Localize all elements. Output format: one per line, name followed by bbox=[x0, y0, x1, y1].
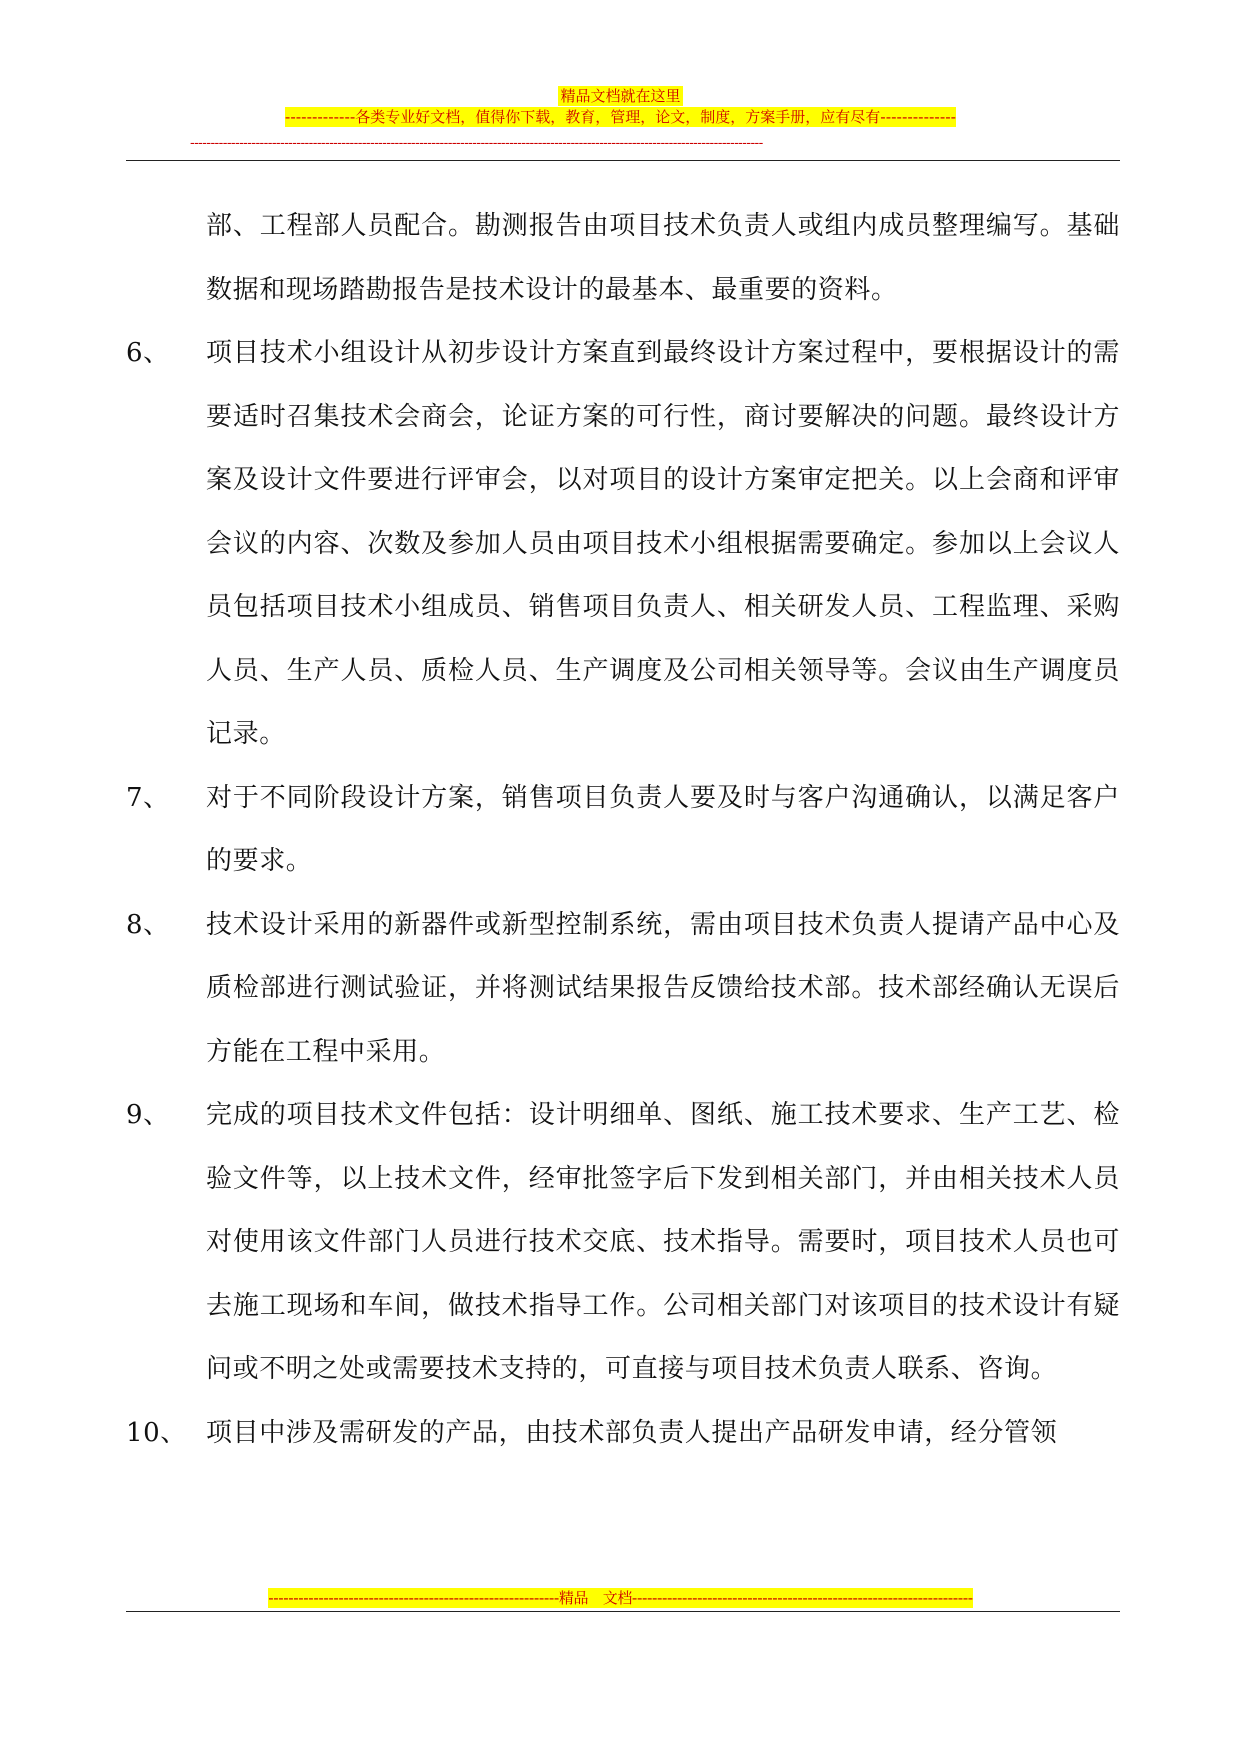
header-title: 精品文档就在这里 bbox=[560, 87, 681, 105]
page-header bbox=[0, 86, 1241, 127]
footer-rule bbox=[126, 1611, 1120, 1612]
list-item bbox=[126, 767, 1120, 894]
item-text: 项目技术小组设计从初步设计方案直到最终设计方案过程中，要根据设计的需要适时召集技术会商会，论证方案的可行性，商讨要解决的问题。最终设计方案及设计文件要进行评审会，以对项目的设计方案审定把关。以上会商和评审会议的内容、次数及参加人员由项目技术小组根据需要确定。参加以上会议人员包括项目技术小组成员、销售项目负责人、相关研发人员、工程监理、采购人员、生产人员、质检人员、生产调度及公司相关领导等。会议由生产调度员记录。 bbox=[206, 338, 1120, 749]
footer-banner: ----------------------------------------------------------精品 文档-------------------------------------------------------------------- bbox=[268, 1589, 973, 1607]
item-number: 9、 bbox=[126, 1100, 170, 1130]
item-number: 10、 bbox=[126, 1417, 187, 1448]
header-rule bbox=[126, 160, 1120, 161]
list-item bbox=[126, 322, 1120, 767]
continuation-paragraph: 部、工程部人员配合。勘测报告由项目技术负责人或组内成员整理编写。基础数据和现场踏勘报告是技术设计的最基本、最重要的资料。 bbox=[206, 211, 1120, 305]
item-number: 7、 bbox=[126, 782, 170, 813]
list-item bbox=[126, 1402, 1120, 1466]
header-banner: -------------各类专业好文档，值得你下载，教育，管理，论文，制度，方案手册，应有尽有-------------- bbox=[284, 108, 957, 126]
item-text: 技术设计采用的新器件或新型控制系统，需由项目技术负责人提请产品中心及质检部进行测试验证，并将测试结果报告反馈给技术部。技术部经确认无误后方能在工程中采用。 bbox=[206, 909, 1120, 1067]
header-dash-line: -------------------------------------------------------------------------------------------------------------------------------------------- bbox=[190, 136, 763, 151]
list-item bbox=[126, 894, 1120, 1085]
item-text: 完成的项目技术文件包括：设计明细单、图纸、施工技术要求、生产工艺、检验文件等，以上技术文件，经审批签字后下发到相关部门，并由相关技术人员对使用该文件部门人员进行技术交底、技术指导。需要时，项目技术人员也可去施工现场和车间，做技术指导工作。公司相关部门对该项目的技术设计有疑问或不明之处或需要技术支持的，可直接与项目技术负责人联系、咨询。 bbox=[206, 1100, 1120, 1384]
list-item bbox=[126, 1084, 1120, 1402]
document-body bbox=[126, 195, 1120, 1465]
page-footer bbox=[0, 1588, 1241, 1608]
item-text: 对于不同阶段设计方案，销售项目负责人要及时与客户沟通确认，以满足客户的要求。 bbox=[206, 782, 1120, 876]
item-number: 6、 bbox=[126, 338, 170, 368]
item-text: 项目中涉及需研发的产品，由技术部负责人提出产品研发申请，经分管领 bbox=[206, 1417, 1058, 1448]
item-number: 8、 bbox=[126, 909, 170, 940]
